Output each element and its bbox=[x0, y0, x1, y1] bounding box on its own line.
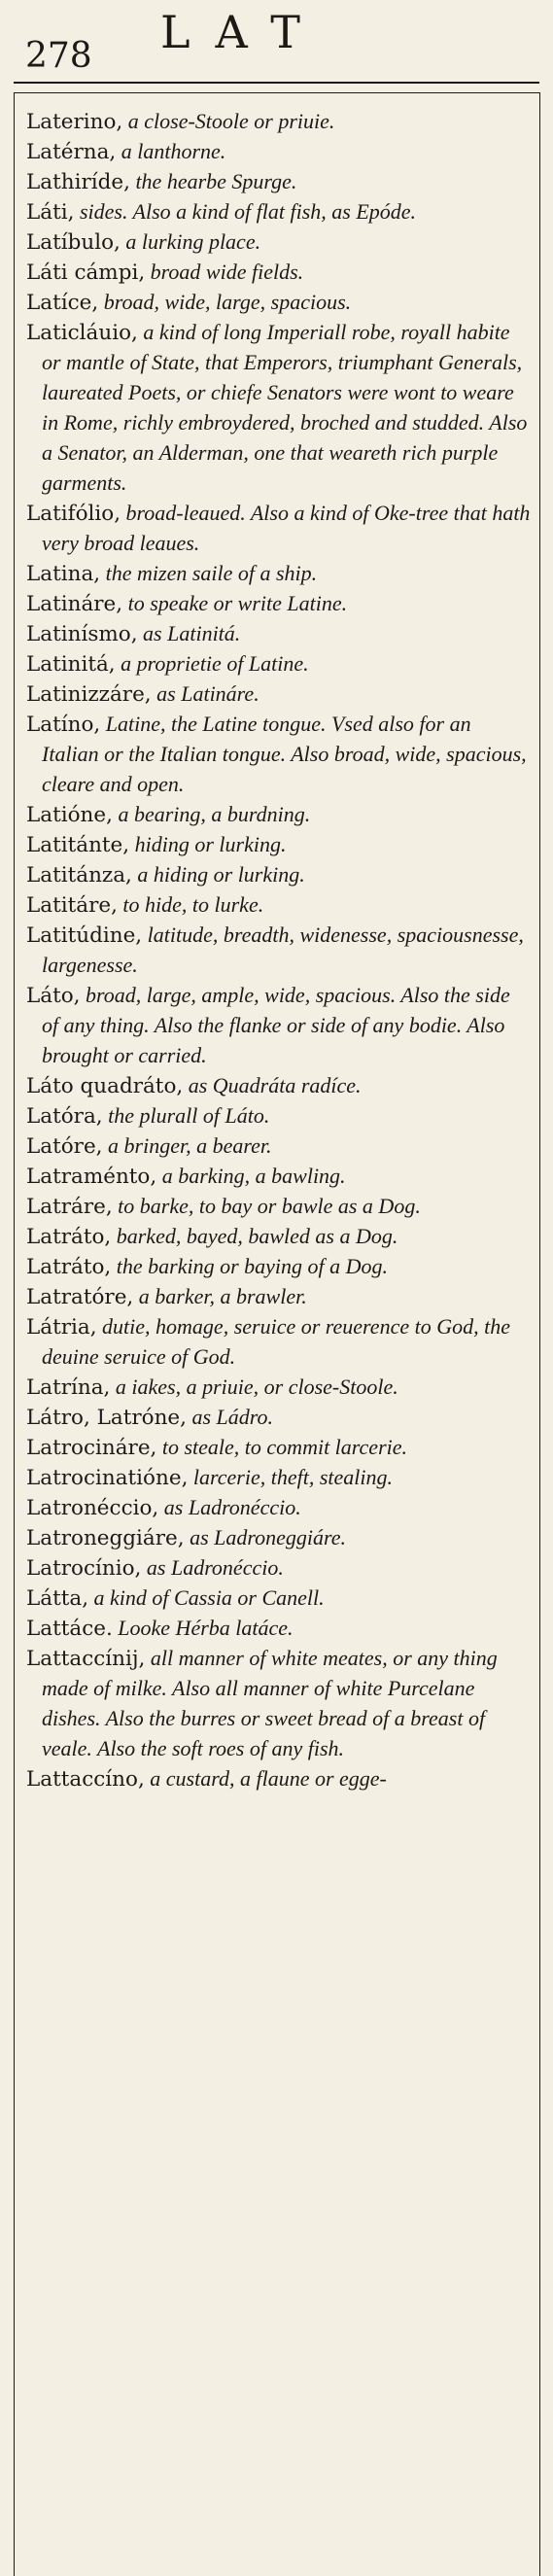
dictionary-entry bbox=[26, 981, 532, 1071]
dictionary-entry bbox=[26, 197, 532, 227]
entry-headword: Lattaccínij, bbox=[26, 1647, 146, 1671]
dictionary-entry bbox=[26, 679, 532, 710]
dictionary-entry bbox=[26, 227, 532, 258]
entry-headword: Lattáce. bbox=[26, 1617, 113, 1641]
entry-headword: Latóre, bbox=[26, 1134, 103, 1159]
dictionary-entry bbox=[26, 1222, 532, 1252]
dictionary-entry bbox=[26, 1764, 532, 1794]
dictionary-entry bbox=[26, 1463, 532, 1493]
entry-definition: broad wide fields. bbox=[145, 260, 304, 284]
entry-definition: a barker, a brawler. bbox=[133, 1284, 307, 1308]
entry-definition: a barking, a bawling. bbox=[156, 1164, 346, 1188]
dictionary-entry bbox=[26, 137, 532, 167]
entry-headword: Látro, Latróne, bbox=[26, 1406, 187, 1430]
entry-definition: as Latináre. bbox=[151, 681, 259, 706]
entry-definition: the hearbe Spurge. bbox=[129, 169, 297, 193]
entry-definition: latitude, breadth, widenesse, spaciousnesse, largenesse. bbox=[42, 922, 524, 977]
entry-headword: Latíno, bbox=[26, 713, 101, 737]
entry-headword: Latraménto, bbox=[26, 1165, 157, 1189]
dictionary-entry bbox=[26, 559, 532, 589]
entry-headword: Láti, bbox=[26, 200, 75, 225]
entry-headword: Latitáre, bbox=[26, 893, 118, 918]
entry-definition: a iakes, a priuie, or close-Stoole. bbox=[110, 1375, 398, 1399]
entry-definition: to speake or write Latine. bbox=[122, 591, 348, 615]
dictionary-entry bbox=[26, 710, 532, 800]
dictionary-entry bbox=[26, 619, 532, 649]
entry-definition: a kind of long Imperiall robe, royall habite or mantle of State, that Emperors, triumphant Generals, laureated Poets, or chiefe Senators were wont to weare in Rome, richly embroydered, broched and studded. Also a Senator, an Alderman, one that weareth rich purple garments. bbox=[42, 320, 528, 495]
entry-headword: Latráto, bbox=[26, 1225, 112, 1249]
column-rule-right bbox=[539, 92, 540, 2576]
entry-definition: to barke, to bay or bawle as a Dog. bbox=[112, 1194, 421, 1218]
entry-headword: Latinizzáre, bbox=[26, 682, 152, 707]
dictionary-entry bbox=[26, 1433, 532, 1463]
dictionary-entry bbox=[26, 649, 532, 679]
entry-headword: Látria, bbox=[26, 1315, 97, 1340]
entry-headword: Latitánza, bbox=[26, 863, 132, 888]
entry-definition: as Ladronéccio. bbox=[158, 1495, 301, 1519]
entry-definition: as Ládro. bbox=[187, 1405, 274, 1429]
column-rule-left bbox=[14, 92, 15, 2576]
entry-definition: the barking or baying of a Dog. bbox=[111, 1254, 389, 1278]
entry-headword: Lathiríde, bbox=[26, 170, 130, 194]
entry-headword: Látta, bbox=[26, 1586, 89, 1611]
dictionary-entry bbox=[26, 1373, 532, 1403]
dictionary-entry bbox=[26, 1614, 532, 1644]
entry-definition: hiding or lurking. bbox=[129, 832, 287, 856]
entry-headword: Latíbulo, bbox=[26, 230, 121, 255]
entry-definition: Latine, the Latine tongue. Vsed also for an Italian or the Italian tongue. Also broad, wide, spacious, cleare and open. bbox=[42, 712, 527, 796]
entry-definition: as Quadráta radíce. bbox=[183, 1073, 362, 1097]
entry-definition: broad, large, ample, wide, spacious. Also the side of any thing. Also the flanke or side of any bodie. Also brought or carried. bbox=[42, 983, 510, 1067]
entry-headword: Latinísmo, bbox=[26, 622, 138, 646]
dictionary-entry bbox=[26, 1584, 532, 1614]
entry-definition: dutie, homage, seruice or reuerence to God, the deuine seruice of God. bbox=[42, 1314, 510, 1369]
entry-headword: Láti cámpi, bbox=[26, 261, 146, 285]
entry-headword: Latifólio, bbox=[26, 502, 121, 526]
entry-headword: Latíce, bbox=[26, 291, 99, 315]
entry-definition: a proprietie of Latine. bbox=[115, 651, 309, 676]
entry-definition: barked, bayed, bawled as a Dog. bbox=[111, 1224, 398, 1248]
entry-headword: Latrocínio, bbox=[26, 1556, 142, 1581]
entry-definition: a kind of Cassia or Canell. bbox=[88, 1585, 325, 1610]
entry-definition: Looke Hérba latáce. bbox=[112, 1616, 294, 1640]
entry-definition: to hide, to lurke. bbox=[117, 892, 264, 917]
entry-definition: a hiding or lurking. bbox=[131, 862, 305, 887]
entry-headword: Latináre, bbox=[26, 592, 123, 616]
entry-headword: Latratóre, bbox=[26, 1285, 134, 1309]
dictionary-entry bbox=[26, 1282, 532, 1312]
entry-headword: Laterino, bbox=[26, 110, 123, 134]
entry-definition: to steale, to commit larcerie. bbox=[156, 1435, 408, 1459]
entry-list bbox=[26, 107, 532, 1794]
dictionary-entry bbox=[26, 499, 532, 559]
entry-headword: Latrína, bbox=[26, 1375, 111, 1400]
entry-headword: Laticláuio, bbox=[26, 321, 138, 345]
entry-headword: Latronéccio, bbox=[26, 1496, 159, 1520]
entry-headword: Latinitá, bbox=[26, 652, 116, 677]
entry-headword: Lattaccíno, bbox=[26, 1767, 145, 1792]
entry-definition: larcerie, theft, stealing. bbox=[188, 1465, 393, 1489]
dictionary-entry bbox=[26, 860, 532, 890]
entry-headword: Láto quadráto, bbox=[26, 1074, 184, 1098]
dictionary-entry bbox=[26, 1071, 532, 1101]
dictionary-entry bbox=[26, 1523, 532, 1553]
entry-definition: as Latinitá. bbox=[137, 621, 241, 645]
entry-definition: a lurking place. bbox=[120, 229, 261, 254]
dictionary-entry bbox=[26, 1493, 532, 1523]
running-head: LAT bbox=[160, 6, 326, 58]
header-rule-inner bbox=[14, 92, 539, 93]
entry-headword: Latérna, bbox=[26, 140, 117, 164]
entry-definition: all manner of white meates, or any thing made of milke. Also all manner of white Purcelane dishes. Also the burres or sweet bread of a breast of veale. Also the soft roes of any fish. bbox=[42, 1646, 498, 1760]
entry-headword: Latióne, bbox=[26, 803, 113, 827]
dictionary-entry bbox=[26, 1101, 532, 1131]
header-rule bbox=[14, 82, 539, 84]
entry-headword: Latitúdine, bbox=[26, 923, 143, 948]
entry-headword: Láto, bbox=[26, 984, 81, 1008]
dictionary-entry bbox=[26, 1403, 532, 1433]
entry-definition: as Ladronéccio. bbox=[141, 1555, 284, 1580]
dictionary-entry bbox=[26, 800, 532, 830]
entry-definition: a bearing, a burdning. bbox=[112, 802, 311, 826]
entry-definition: broad-leaued. Also a kind of Oke-tree that hath very broad leaues. bbox=[42, 501, 531, 555]
dictionary-entry bbox=[26, 1553, 532, 1584]
entry-headword: Latóra, bbox=[26, 1104, 103, 1129]
entry-definition: broad, wide, large, spacious. bbox=[98, 290, 352, 314]
dictionary-entry bbox=[26, 318, 532, 499]
entry-definition: sides. Also a kind of flat fish, as Epóde. bbox=[74, 199, 417, 224]
entry-headword: Latitánte, bbox=[26, 833, 130, 857]
entry-headword: Latráre, bbox=[26, 1195, 113, 1219]
entry-headword: Latrocináre, bbox=[26, 1436, 157, 1460]
entry-definition: the plurall of Láto. bbox=[102, 1103, 270, 1128]
dictionary-entry bbox=[26, 1192, 532, 1222]
dictionary-entry bbox=[26, 589, 532, 619]
dictionary-entry bbox=[26, 1131, 532, 1162]
dictionary-entry bbox=[26, 107, 532, 137]
dictionary-entry bbox=[26, 1312, 532, 1373]
dictionary-entry bbox=[26, 890, 532, 921]
dictionary-entry bbox=[26, 921, 532, 981]
entry-headword: Latrocinatióne, bbox=[26, 1466, 189, 1490]
dictionary-entry bbox=[26, 1644, 532, 1764]
entry-definition: a lanthorne. bbox=[116, 139, 226, 163]
dictionary-entry bbox=[26, 258, 532, 288]
dictionary-entry bbox=[26, 1252, 532, 1282]
entry-headword: Latráto, bbox=[26, 1255, 112, 1279]
dictionary-entry bbox=[26, 1162, 532, 1192]
dictionary-entry bbox=[26, 288, 532, 318]
dictionary-entry bbox=[26, 167, 532, 197]
entry-headword: Latroneggiáre, bbox=[26, 1526, 185, 1550]
entry-definition: a bringer, a bearer. bbox=[102, 1133, 272, 1158]
entry-definition: as Ladroneggiáre. bbox=[184, 1525, 347, 1549]
entry-headword: Latina, bbox=[26, 562, 101, 586]
page-number: 278 bbox=[25, 36, 92, 76]
entry-definition: a custard, a flaune or egge- bbox=[144, 1766, 387, 1791]
dictionary-entry bbox=[26, 830, 532, 860]
entry-definition: the mizen saile of a ship. bbox=[100, 561, 318, 585]
entry-definition: a close-Stoole or priuie. bbox=[122, 109, 335, 133]
